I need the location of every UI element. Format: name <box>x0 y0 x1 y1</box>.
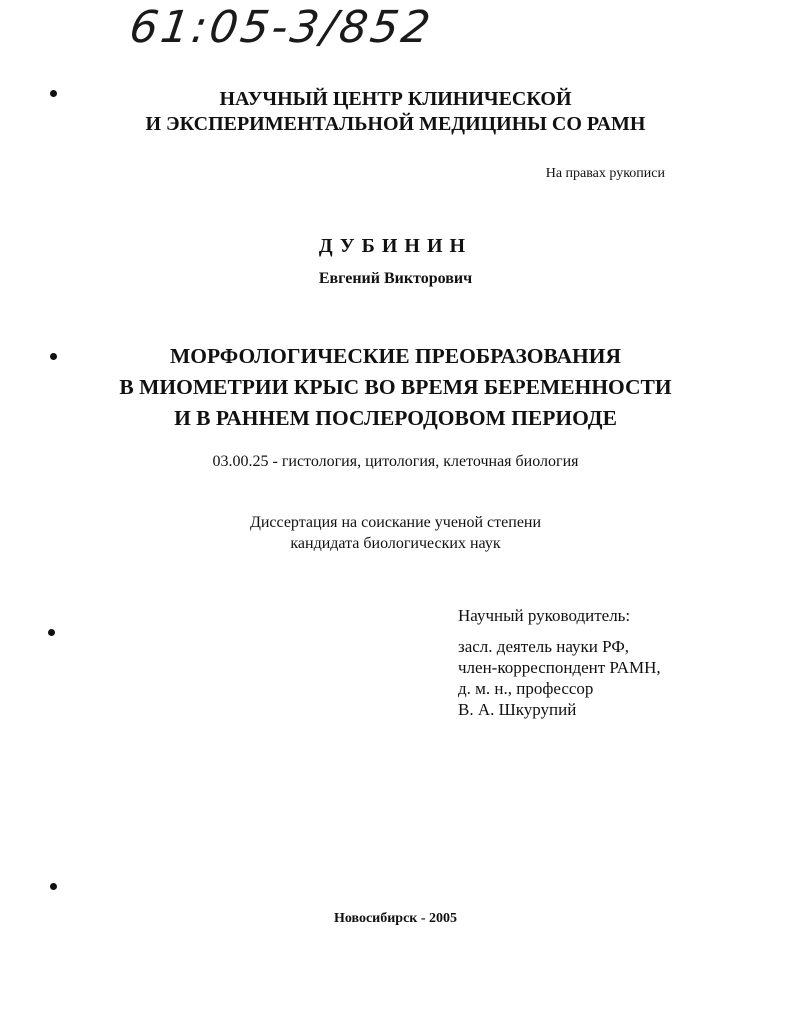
title-line-1: МОРФОЛОГИЧЕСКИЕ ПРЕОБРАЗОВАНИЯ <box>169 344 622 368</box>
organization-line-2: И ЭКСПЕРИМЕНТАЛЬНОЙ МЕДИЦИНЫ СО РАМН <box>145 113 646 135</box>
advisor-line-1: засл. деятель науки РФ, <box>458 637 629 656</box>
advisor-line-2: член-корреспондент РАМН, <box>458 658 661 677</box>
dissertation-title <box>0 341 791 434</box>
city-year: Новосибирск - 2005 <box>333 911 458 926</box>
degree-line-2: кандидата биологических наук <box>290 535 501 552</box>
specialty-code: 03.00.25 - гистология, цитология, клеточная биология <box>212 453 579 470</box>
title-line-2: В МИОМЕТРИИ КРЫС ВО ВРЕМЯ БЕРЕМЕННОСТИ <box>119 375 672 399</box>
author-given-names: Евгений Викторович <box>318 270 473 287</box>
scientific-advisor <box>458 605 661 720</box>
author-surname: ДУБИНИН <box>318 235 473 257</box>
advisor-line-3: д. м. н., профессор <box>458 679 594 698</box>
advisor-name: В. А. Шкурупий <box>458 700 577 719</box>
archive-number-handwritten: 61:05-3/852 <box>126 2 437 53</box>
binding-hole-mark <box>48 629 55 636</box>
organization-name <box>0 87 791 137</box>
binding-hole-mark <box>50 883 57 890</box>
advisor-heading: Научный руководитель: <box>458 606 631 625</box>
manuscript-rights-note: На правах рукописи <box>545 166 665 181</box>
degree-statement <box>0 512 791 554</box>
degree-line-1: Диссертация на соискание ученой степени <box>249 514 542 531</box>
organization-line-1: НАУЧНЫЙ ЦЕНТР КЛИНИЧЕСКОЙ <box>219 88 572 110</box>
title-line-3: И В РАННЕМ ПОСЛЕРОДОВОМ ПЕРИОДЕ <box>174 406 617 430</box>
